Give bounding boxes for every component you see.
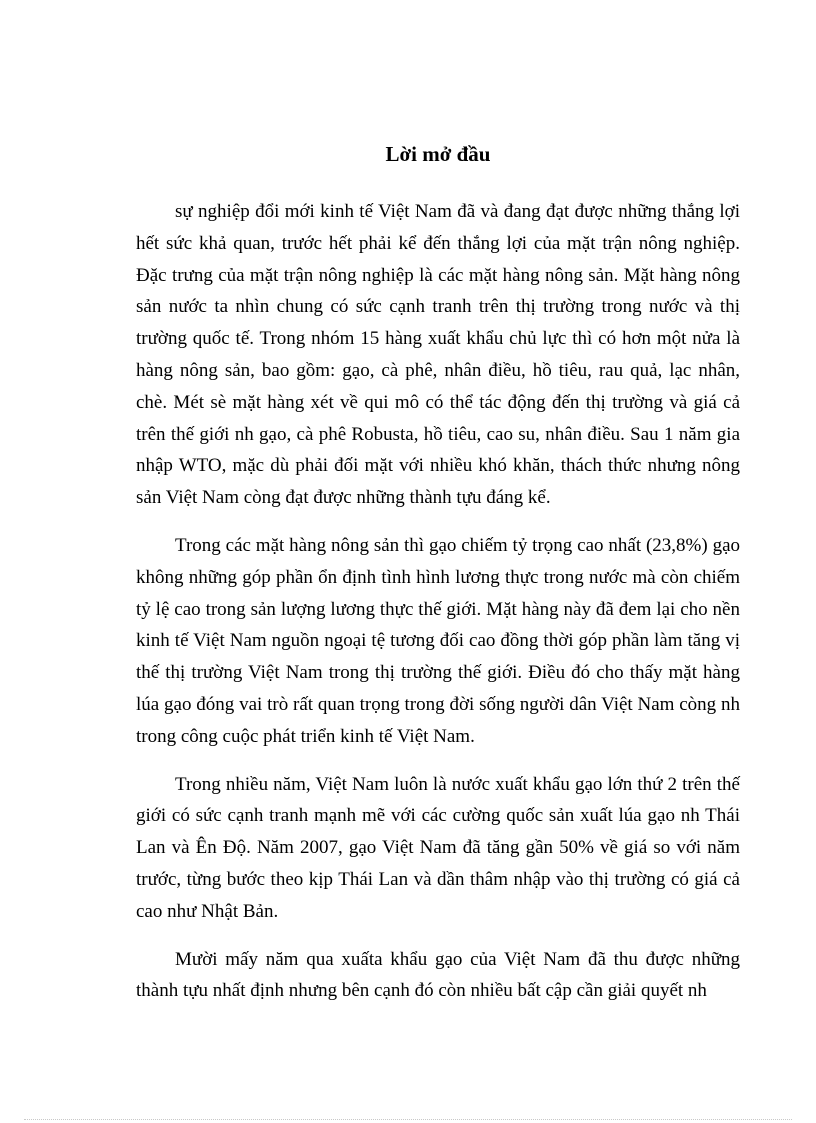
- paragraph-issues: Mười mấy năm qua xuấta khẩu gạo của Việt Nam đã thu được những thành tựu nhất định nhưng bên cạnh đó còn nhiều bất cập cần giải quyết nh: [136, 948, 740, 1002]
- paragraph-intro: sự nghiệp đổi mới kinh tế Việt Nam đã và đang đạt được những thắng lợi hết sức khả quan, trước hết phải kể đến thắng lợi của mặt trận nông nghiệp. Đặc trưng của mặt trận nông nghiệp là các mặt hàng nông sản. Mặt hàng nông sản nước ta nhìn chung có sức cạnh tranh trên thị trường trong nước và thị trường quốc tế. Trong nhóm 15 hàng xuất khẩu chủ lực thì có hơn một nửa là hàng nông sản, bao gồm: gạo, cà phê, nhân điều, hồ tiêu, rau quả, lạc nhân, chè. Mét sè mặt hàng xét về qui mô có thể tác động đến thị trường và giá cả trên thế giới nh gạo, cà phê Robusta, hồ tiêu, cao su, nhân điều. Sau 1 năm gia nhập WTO, mặc dù phải đối mặt với nhiều khó khăn, thách thức nhưng nông sản Việt Nam còng đạt được những thành tựu đáng kể.: [136, 201, 740, 509]
- paragraph-rice-share: Trong các mặt hàng nông sản thì gạo chiếm tỷ trọng cao nhất (23,8%) gạo không những góp phần ổn định tình hình lương thực trong nước mà còn chiếm tỷ lệ cao trong sản lượng lương thực thế giới. Mặt hàng này đã đem lại cho nền kinh tế Việt Nam nguồn ngoại tệ tương đối cao đồng thời góp phần làm tăng vị thế thị trường Việt Nam trong thị trường thế giới. Điều đó cho thấy mặt hàng lúa gạo đóng vai trò rất quan trọng trong đời sống người dân Việt Nam còng nh trong công cuộc phát triển kinh tế Việt Nam.: [136, 534, 740, 747]
- paragraph-rice-export: Trong nhiều năm, Việt Nam luôn là nước xuất khẩu gạo lớn thứ 2 trên thế giới có sức cạnh tranh mạnh mẽ với các cường quốc sản xuất lúa gạo nh Thái Lan và Ên Độ. Năm 2007, gạo Việt Nam đã tăng gần 50% về giá so với năm trước, từng bước theo kịp Thái Lan và dần thâm nhập vào thị trường có giá cả cao như Nhật Bản.: [136, 773, 740, 922]
- page-title: Lời mở đầu: [385, 142, 491, 166]
- page-bottom-divider: [24, 1119, 792, 1120]
- document-body: [136, 196, 740, 1007]
